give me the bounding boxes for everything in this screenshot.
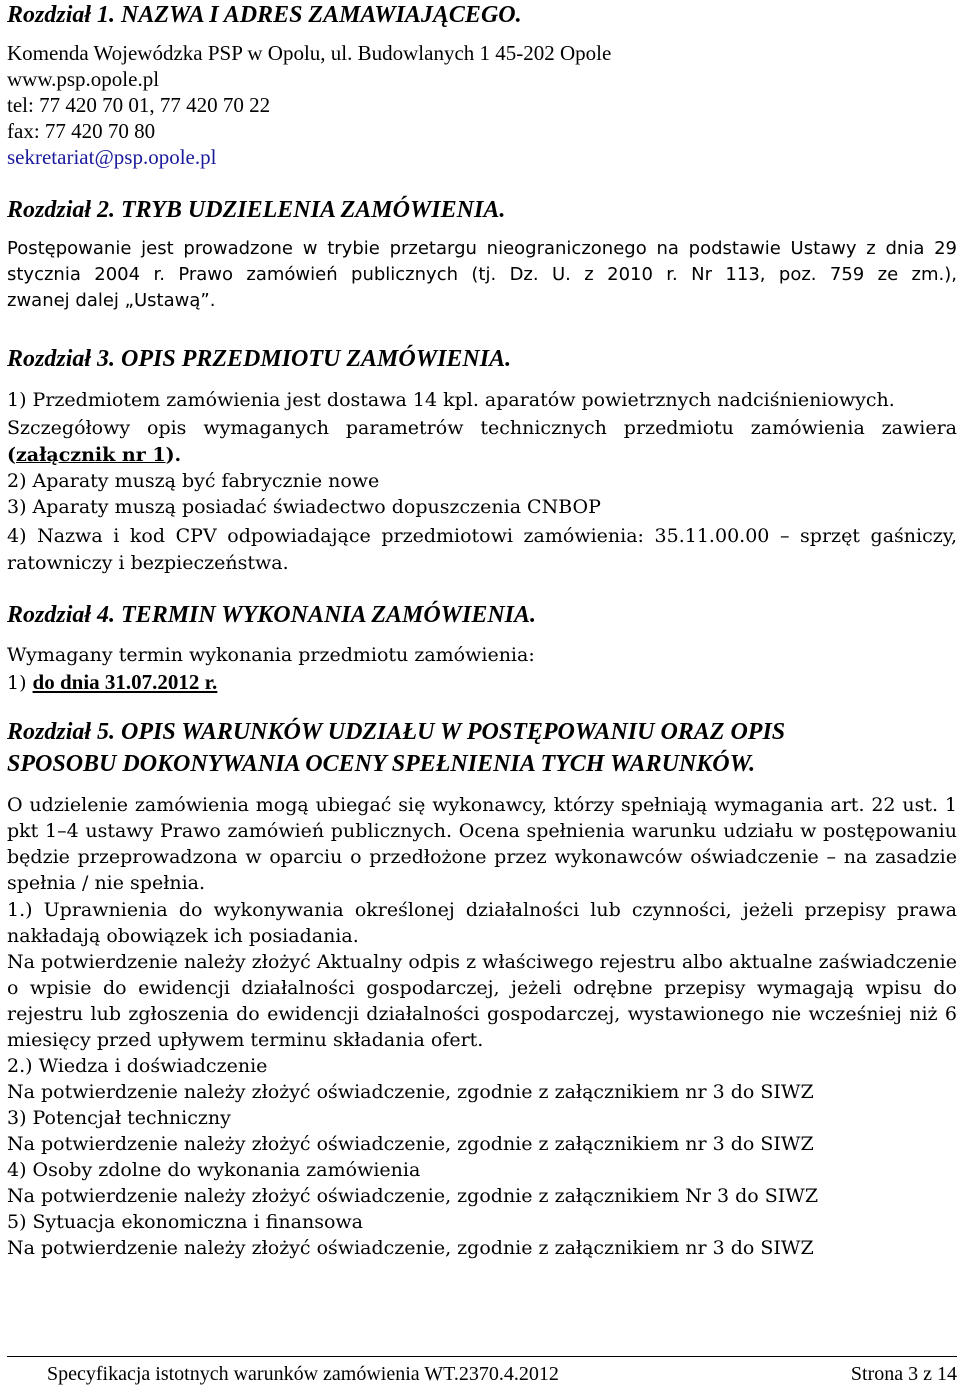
chapter-4-heading: Rozdział 4. TERMIN WYKONANIA ZAMÓWIENIA. bbox=[7, 602, 537, 628]
chapter-5-heading-line-1: Rozdział 5. OPIS WARUNKÓW UDZIAŁU W POSTĘPOWANIU ORAZ OPIS bbox=[7, 719, 786, 745]
website-link[interactable]: www.psp.opole.pl bbox=[7, 67, 160, 91]
chapter-2-text-line-3: zwanej dalej „Ustawą”. bbox=[7, 290, 216, 311]
spec-description-line-1: Szczegółowy opis wymaganych parametrów technicznych przedmiotu zamówienia zawiera bbox=[7, 417, 957, 439]
conditions-intro-line-4: spełnia / nie spełnia. bbox=[7, 872, 206, 894]
condition-5-confirm: Na potwierdzenie należy złożyć oświadczenie, zgodnie z załącznikiem nr 3 do SIWZ bbox=[7, 1237, 814, 1259]
condition-1-confirm-line-1: Na potwierdzenie należy złożyć Aktualny odpis z właściwego rejestru albo aktualne zaświadczenie bbox=[7, 951, 957, 973]
phone-numbers: tel: 77 420 70 01, 77 420 70 22 bbox=[7, 93, 271, 117]
subject-item-4-line-2: ratowniczy i bezpieczeństwa. bbox=[7, 552, 289, 574]
subject-item-1: 1) Przedmiotem zamówienia jest dostawa 14 kpl. aparatów powietrznych nadciśnieniowych. bbox=[7, 389, 895, 411]
chapter-2-text-line-1: Postępowanie jest prowadzone w trybie przetargu nieograniczonego na podstawie Ustawy z dnia 29 bbox=[7, 238, 957, 259]
term-item bbox=[7, 669, 217, 696]
document-page bbox=[7, 0, 957, 1388]
fax-number: fax: 77 420 70 80 bbox=[7, 119, 156, 143]
footer-page-number: Strona 3 z 14 bbox=[850, 1363, 957, 1385]
chapter-3-heading bbox=[7, 344, 511, 374]
conditions-intro-line-1: O udzielenie zamówienia mogą ubiegać się wykonawcy, którzy spełniają wymagania art. 22 ust. 1 bbox=[7, 794, 957, 816]
chapter-3-heading-prefix: Rozdział 3. bbox=[7, 346, 116, 372]
condition-2: 2.) Wiedza i doświadczenie bbox=[7, 1055, 268, 1077]
subject-item-3: 3) Aparaty muszą posiadać świadectwo dopuszczenia CNBOP bbox=[7, 496, 601, 518]
chapter-3-heading-title: OPIS PRZEDMIOTU ZAMÓWIENIA. bbox=[121, 346, 512, 372]
condition-1-confirm-line-4: miesięcy przed upływem terminu składania ofert. bbox=[7, 1029, 484, 1051]
organization-address: Komenda Wojewódzka PSP w Opolu, ul. Budowlanych 1 45-202 Opole bbox=[7, 41, 612, 65]
chapter-2-heading: Rozdział 2. TRYB UDZIELENIA ZAMÓWIENIA. bbox=[7, 197, 506, 223]
chapter-2-text-line-2: stycznia 2004 r. Prawo zamówień publicznych (tj. Dz. U. z 2010 r. Nr 113, poz. 759 ze zm.), bbox=[7, 264, 957, 285]
condition-3-confirm: Na potwierdzenie należy złożyć oświadczenie, zgodnie z załącznikiem nr 3 do SIWZ bbox=[7, 1133, 814, 1155]
term-item-number: 1) bbox=[7, 672, 33, 694]
condition-1-confirm-line-3: rejestru lub zgłoszenia do ewidencji działalności gospodarczej, wystawionego nie wcześniej niż 6 bbox=[7, 1003, 957, 1025]
footer-divider bbox=[7, 1356, 957, 1357]
spec-close-paren: ). bbox=[165, 444, 182, 466]
conditions-intro-line-2: pkt 1–4 ustawy Prawo zamówień publicznych. Ocena spełnienia warunku udziału w postępowaniu bbox=[7, 820, 957, 842]
condition-1-line-2: nakładają obowiązek ich posiadania. bbox=[7, 925, 359, 947]
required-term-label: Wymagany termin wykonania przedmiotu zamówienia: bbox=[7, 644, 535, 666]
chapter-1-heading: Rozdział 1. NAZWA I ADRES ZAMAWIAJĄCEGO. bbox=[7, 2, 522, 28]
subject-item-2: 2) Aparaty muszą być fabrycznie nowe bbox=[7, 470, 380, 492]
condition-5: 5) Sytuacja ekonomiczna i finansowa bbox=[7, 1211, 363, 1233]
condition-4: 4) Osoby zdolne do wykonania zamówienia bbox=[7, 1159, 421, 1181]
subject-item-4-line-1: 4) Nazwa i kod CPV odpowiadające przedmiotowi zamówienia: 35.11.00.00 – sprzęt gaśniczy, bbox=[7, 525, 957, 547]
chapter-5-heading-line-2: SPOSOBU DOKONYWANIA OCENY SPEŁNIENIA TYCH WARUNKÓW. bbox=[7, 751, 756, 777]
footer-document-title: Specyfikacja istotnych warunków zamówienia WT.2370.4.2012 bbox=[47, 1363, 559, 1385]
spec-open-paren: ( bbox=[7, 444, 16, 466]
conditions-intro-line-3: będzie przeprowadzona w oparciu o przedłożone przez wykonawców oświadczenie – na zasadzie bbox=[7, 846, 957, 868]
spec-description-line-2 bbox=[7, 442, 181, 468]
condition-2-confirm: Na potwierdzenie należy złożyć oświadczenie, zgodnie z załącznikiem nr 3 do SIWZ bbox=[7, 1081, 814, 1103]
condition-1-line-1: 1.) Uprawnienia do wykonywania określonej działalności lub czynności, jeżeli przepisy prawa bbox=[7, 899, 957, 921]
email-link[interactable]: sekretariat@psp.opole.pl bbox=[7, 145, 217, 169]
condition-3: 3) Potencjał techniczny bbox=[7, 1107, 231, 1129]
attachment-1-reference: załącznik nr 1 bbox=[16, 444, 166, 466]
condition-4-confirm: Na potwierdzenie należy złożyć oświadczenie, zgodnie z załącznikiem Nr 3 do SIWZ bbox=[7, 1185, 819, 1207]
condition-1-confirm-line-2: o wpisie do ewidencji działalności gospodarczej, jeżeli odrębne przepisy wymagają wpisu do bbox=[7, 977, 957, 999]
term-date: do dnia 31.07.2012 r. bbox=[32, 670, 218, 694]
